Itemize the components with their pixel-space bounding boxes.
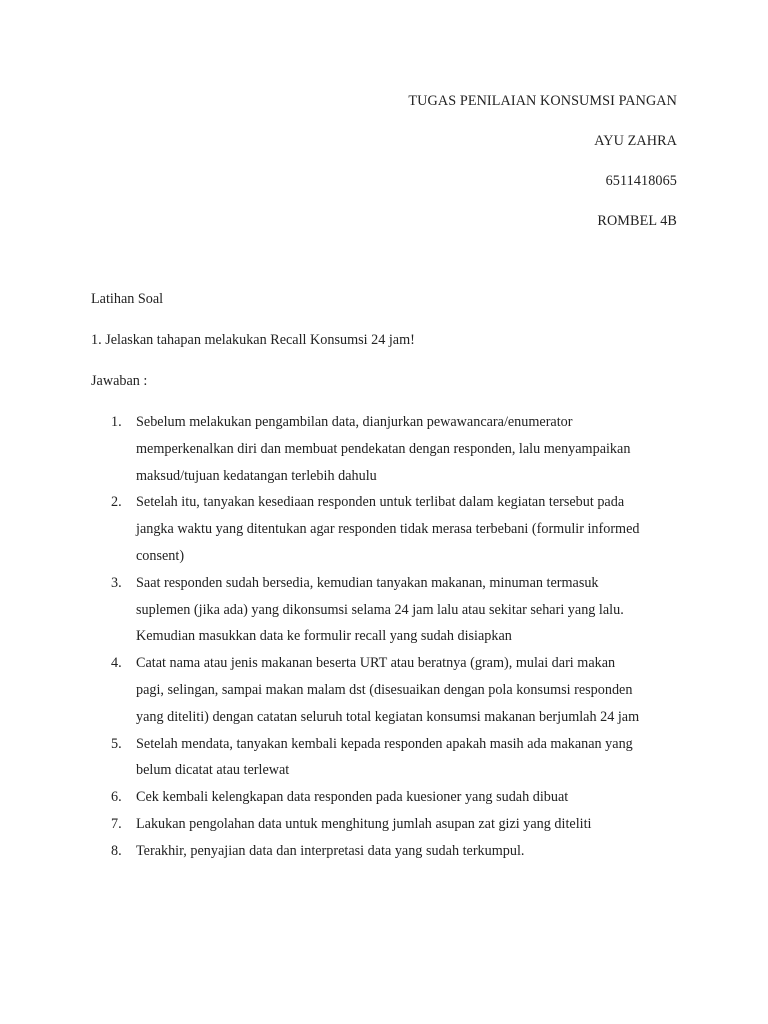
class-group: ROMBEL 4B	[597, 213, 677, 229]
answer-number: 3.	[111, 574, 122, 591]
answer-line: Cek kembali kelengkapan data responden pada kuesioner yang sudah dibuat	[136, 789, 569, 806]
answer-item	[91, 570, 691, 650]
answer-line: Sebelum melakukan pengambilan data, dianjurkan pewawancara/enumerator	[136, 414, 573, 430]
answer-item	[91, 489, 691, 569]
answer-label: Jawaban :	[91, 373, 148, 389]
document-title: TUGAS PENILAIAN KONSUMSI PANGAN	[408, 93, 677, 109]
question-text: 1. Jelaskan tahapan melakukan Recall Konsumsi 24 jam!	[91, 332, 415, 348]
answer-number: 4.	[111, 655, 122, 672]
answer-line: suplemen (jika ada) yang dikonsumsi selama 24 jam lalu atau sekitar sehari yang lalu.	[136, 601, 624, 618]
answer-line: jangka waktu yang ditentukan agar responden tidak merasa terbebani (formulir informed	[136, 521, 640, 538]
answer-line: Catat nama atau jenis makanan beserta URT atau beratnya (gram), mulai dari makan	[136, 655, 616, 672]
answer-number: 8.	[111, 842, 122, 859]
answer-list	[91, 409, 691, 865]
answer-line: belum dicatat atau terlewat	[136, 762, 290, 779]
answer-item	[91, 731, 691, 785]
answer-number: 1.	[111, 414, 122, 430]
section-title: Latihan Soal	[91, 291, 164, 307]
author-name: AYU ZAHRA	[594, 133, 677, 149]
answer-item	[91, 838, 691, 865]
answer-number: 5.	[111, 735, 122, 752]
answer-line: consent)	[136, 547, 185, 564]
student-id: 6511418065	[605, 173, 677, 189]
answer-number: 2.	[111, 494, 122, 511]
answer-number: 7.	[111, 815, 122, 832]
answer-item	[91, 409, 691, 489]
answer-line: Kemudian masukkan data ke formulir recall yang sudah disiapkan	[136, 628, 512, 645]
answer-item	[91, 650, 691, 730]
answer-item	[91, 811, 691, 838]
answer-line: Saat responden sudah bersedia, kemudian tanyakan makanan, minuman termasuk	[136, 574, 599, 591]
answer-number: 6.	[111, 789, 122, 806]
answer-line: maksud/tujuan kedatangan terlebih dahulu	[136, 467, 377, 484]
answer-line: Setelah itu, tanyakan kesediaan responden untuk terlibat dalam kegiatan tersebut pada	[136, 494, 625, 511]
answer-line: pagi, selingan, sampai makan malam dst (disesuaikan dengan pola konsumsi responden	[136, 681, 633, 698]
answer-line: memperkenalkan diri dan membuat pendekatan dengan responden, lalu menyampaikan	[136, 440, 631, 457]
answer-item	[91, 784, 691, 811]
answer-line: Setelah mendata, tanyakan kembali kepada responden apakah masih ada makanan yang	[136, 735, 633, 752]
answer-line: yang diteliti) dengan catatan seluruh total kegiatan konsumsi makanan berjumlah 24 jam	[136, 708, 640, 725]
answer-line: Terakhir, penyajian data dan interpretasi data yang sudah terkumpul.	[136, 842, 525, 859]
answer-line: Lakukan pengolahan data untuk menghitung jumlah asupan zat gizi yang diteliti	[136, 815, 592, 832]
